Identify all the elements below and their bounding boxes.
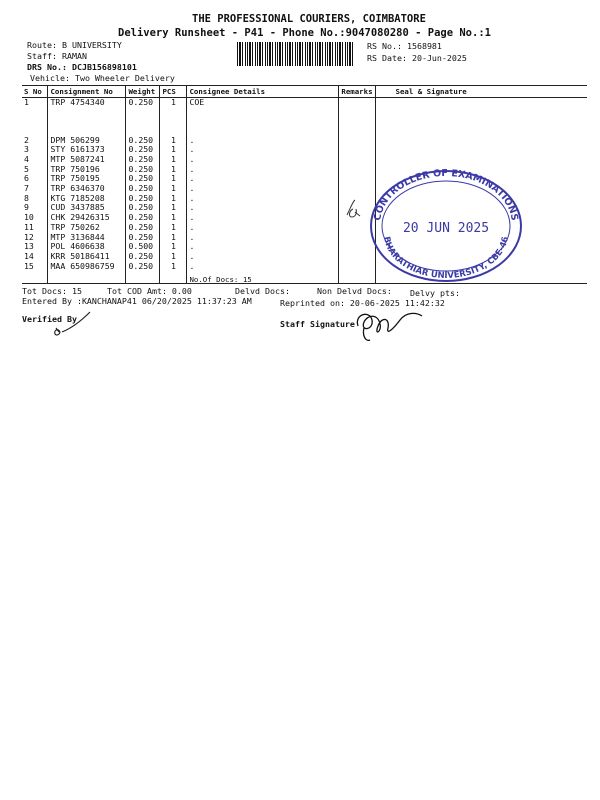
col-remarks: Remarks <box>339 86 375 98</box>
cell-consignment: MAA 650986759 <box>48 262 126 272</box>
staff-signature-icon <box>350 306 430 346</box>
cell-pcs: 1 <box>160 252 187 262</box>
cell-pcs: 1 <box>160 174 187 184</box>
cell-pcs: 1 <box>160 203 187 213</box>
cell-sno: 11 <box>22 223 48 233</box>
cell-consignment: DPM 506299 <box>48 136 126 146</box>
seal-top-text: CONTROLLER OF EXAMINATIONS <box>372 167 520 222</box>
delvy-pts: Delvy pts: <box>410 288 460 298</box>
cell-consignee: . <box>187 155 339 165</box>
cell-pcs: 1 <box>160 145 187 155</box>
cell-sno: 12 <box>22 233 48 243</box>
cell-sno: 4 <box>22 155 48 165</box>
entered-by: Entered By :KANCHANAP41 06/20/2025 11:37:23 AM <box>22 296 252 306</box>
cell-pcs: 1 <box>160 194 187 204</box>
cell-sno: 13 <box>22 242 48 252</box>
cell-sno: 9 <box>22 203 48 213</box>
cell-remarks <box>339 136 375 146</box>
cell-consignment: MTP 3136844 <box>48 233 126 243</box>
cell-consignment: TRP 750196 <box>48 165 126 175</box>
cell-pcs: 1 <box>160 242 187 252</box>
staff-signature-label: Staff Signature <box>280 319 355 329</box>
col-consignment: Consignment No <box>48 86 126 98</box>
table-row <box>22 98 587 136</box>
cell-consignee: . <box>187 213 339 223</box>
cell-sno: 6 <box>22 174 48 184</box>
cell-seal <box>375 136 587 146</box>
cell-consignment: POL 4606638 <box>48 242 126 252</box>
cell-weight: 0.250 <box>126 223 160 233</box>
cell-pcs: 1 <box>160 213 187 223</box>
cell-sno: 1 <box>22 98 48 136</box>
cell-pcs: 1 <box>160 165 187 175</box>
tot-cod-amt: Tot COD Amt: 0.00 <box>107 286 192 296</box>
table-header-row <box>22 86 587 98</box>
cell-weight: 0.250 <box>126 145 160 155</box>
seal-date: 20 JUN 2025 <box>402 221 490 236</box>
col-consignee: Consignee Details <box>187 86 339 98</box>
cell-seal <box>375 145 587 155</box>
cell-consignment: CUD 3437885 <box>48 203 126 213</box>
cell-consignee: . <box>187 252 339 262</box>
cell-pcs: 1 <box>160 262 187 272</box>
non-delvd-docs: Non Delvd Docs: <box>317 286 392 296</box>
remarks-tick-icon <box>343 197 365 223</box>
cell-consignment: TRP 750195 <box>48 174 126 184</box>
cell-consignee: . <box>187 223 339 233</box>
cell-consignee: . <box>187 194 339 204</box>
cell-consignment: CHK 29426315 <box>48 213 126 223</box>
cell-sno: 5 <box>22 165 48 175</box>
reprinted-on: Reprinted on: 20-06-2025 11:42:32 <box>280 298 445 308</box>
col-pcs: PCS <box>160 86 187 98</box>
cell-weight: 0.250 <box>126 233 160 243</box>
cell-consignment: KTG 7185208 <box>48 194 126 204</box>
vehicle-label: Vehicle: Two Wheeler Delivery <box>30 73 175 83</box>
col-seal: Seal & Signature <box>375 86 587 98</box>
cell-weight: 0.250 <box>126 262 160 272</box>
rs-date: RS Date: 20-Jun-2025 <box>367 53 467 63</box>
cell-consignment: KRR 50186411 <box>48 252 126 262</box>
cell-consignee: . <box>187 165 339 175</box>
cell-weight: 0.250 <box>126 98 160 136</box>
delvd-docs: Delvd Docs: <box>235 286 290 296</box>
table-row <box>22 145 587 155</box>
tot-docs: Tot Docs: 15 <box>22 286 82 296</box>
cell-sno: 15 <box>22 262 48 272</box>
cell-seal <box>375 98 587 136</box>
cell-pcs: 1 <box>160 98 187 136</box>
cell-weight: 0.250 <box>126 213 160 223</box>
company-title: THE PROFESSIONAL COURIERS, COIMBATORE <box>192 13 426 25</box>
rs-number: RS No.: 1568981 <box>367 41 442 51</box>
cell-pcs: 1 <box>160 136 187 146</box>
cell-consignment: TRP 750262 <box>48 223 126 233</box>
cell-sno: 10 <box>22 213 48 223</box>
cell-sno: 8 <box>22 194 48 204</box>
cell-consignee: . <box>187 203 339 213</box>
cell-weight: 0.250 <box>126 174 160 184</box>
cell-weight: 0.250 <box>126 194 160 204</box>
col-weight: Weight <box>126 86 160 98</box>
cell-sno: 7 <box>22 184 48 194</box>
cell-consignee: . <box>187 145 339 155</box>
cell-pcs: 1 <box>160 223 187 233</box>
cell-weight: 0.250 <box>126 184 160 194</box>
staff-label: Staff: RAMAN <box>27 51 87 61</box>
verified-by-label: Verified By <box>22 314 77 324</box>
cell-consignment: TRP 4754340 <box>48 98 126 136</box>
cell-consignee: . <box>187 136 339 146</box>
col-sno: S No <box>22 86 48 98</box>
cell-weight: 0.250 <box>126 203 160 213</box>
cell-consignment: TRP 6346370 <box>48 184 126 194</box>
cell-weight: 0.500 <box>126 242 160 252</box>
cell-sno: 2 <box>22 136 48 146</box>
runsheet-subtitle: Delivery Runsheet - P41 - Phone No.:9047080280 - Page No.:1 <box>118 27 491 39</box>
cell-remarks <box>339 145 375 155</box>
drs-number: DRS No.: DCJB156898101 <box>27 62 137 72</box>
cell-consignee: . <box>187 262 339 272</box>
cell-consignee: . <box>187 242 339 252</box>
cell-pcs: 1 <box>160 233 187 243</box>
table-row <box>22 136 587 146</box>
cell-weight: 0.250 <box>126 252 160 262</box>
cell-consignment: STY 6161373 <box>48 145 126 155</box>
cell-weight: 0.250 <box>126 155 160 165</box>
cell-consignee: . <box>187 174 339 184</box>
barcode <box>237 42 353 66</box>
route-label: Route: B UNIVERSITY <box>27 40 122 50</box>
cell-consignee: . <box>187 184 339 194</box>
no-of-docs: No.Of Docs: 15 <box>187 271 339 284</box>
cell-consignee: . <box>187 233 339 243</box>
cell-pcs: 1 <box>160 184 187 194</box>
cell-pcs: 1 <box>160 155 187 165</box>
cell-consignee: COE <box>187 98 339 136</box>
cell-remarks <box>339 98 375 136</box>
seal-bottom-text: BHARATHIAR UNIVERSITY, CBE-46 <box>381 235 511 282</box>
cell-weight: 0.250 <box>126 165 160 175</box>
university-seal-stamp <box>366 164 526 284</box>
verified-signature-icon <box>50 310 100 338</box>
svg-text:CONTROLLER OF EXAMINATIONS <box>372 168 520 222</box>
cell-sno: 14 <box>22 252 48 262</box>
cell-weight: 0.250 <box>126 136 160 146</box>
svg-text:BHARATHIAR UNIVERSITY, CBE-46 <box>381 236 511 281</box>
cell-consignment: MTP 5087241 <box>48 155 126 165</box>
cell-sno: 3 <box>22 145 48 155</box>
